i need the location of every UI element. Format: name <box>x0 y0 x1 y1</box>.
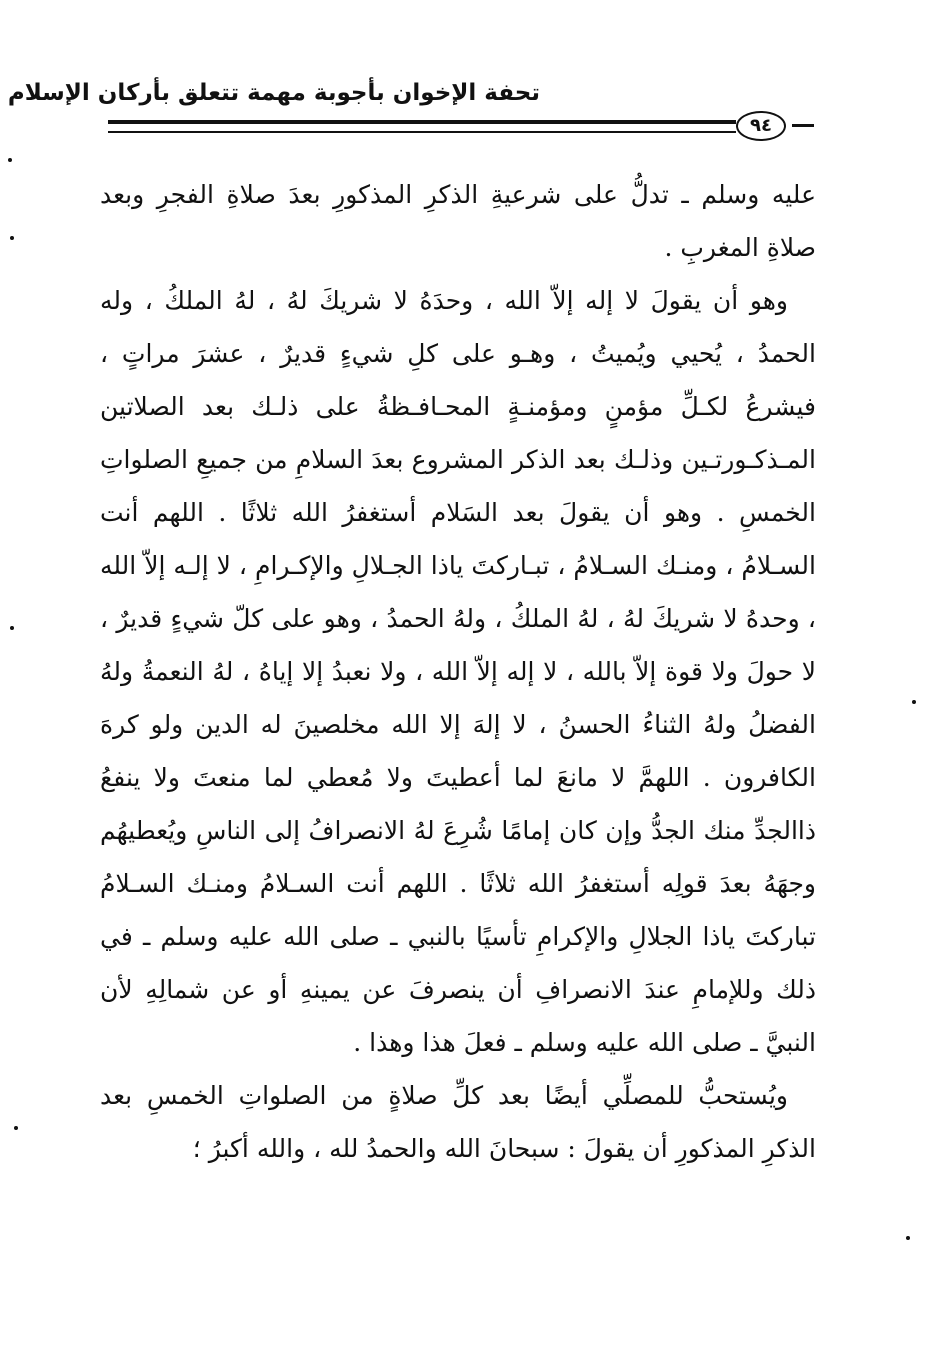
scan-margin-mark <box>10 626 14 630</box>
scan-margin-mark <box>912 700 916 704</box>
scan-margin-mark <box>906 1236 910 1240</box>
header-rule-thin <box>108 131 736 133</box>
header-rule-short <box>792 124 814 127</box>
scan-margin-mark <box>14 1126 18 1130</box>
running-title: تحفة الإخوان بأجوبة مهمة تتعلق بأركان الإسلام <box>7 80 540 106</box>
paragraph-continuation: عليه وسلم ـ تدلُّ على شرعيةِ الذكرِ المذكورِ بعدَ صلاةِ الفجرِ وبعد صلاةِ المغربِ . <box>100 180 817 262</box>
paragraph-dhikr: وهو أن يقولَ لا إله إلاّ الله ، وحدَهُ لا شريكَ لهُ ، لهُ الملكُ ، وله الحمدُ ، يُحيي ويُميتُ ، وهـو على كلِ شيءٍ قديرٌ ، عشرَ مراتٍ ، فيشرعُ لكـلِّ مؤمنٍ ومؤمنـةٍ المحـافـظةُ على ذلـك بعد الصلاتين المـذكـورتـين وذلـك بعد الذكر المشروع بعدَ السلامِ من جميعِ الصلواتِ الخمسِ . وهو أن يقولَ بعد السَلام أستغفرُ الله ثلاثًا . اللهم أنت السـلامُ ، ومنـك السـلامُ ، تبـاركتَ ياذا الجـلالِ والإكـرامِ ، لا إلـه إلاّ الله ، وحدهُ لا شريكَ لهُ ، لهُ الملكُ ، ولهُ الحمدُ ، وهو على كلّ شيءٍ قديرٌ ، لا حولَ ولا قوة إلاّ بالله ، لا إله إلاّ الله ، ولا نعبدُ إلا إياهُ ، لهُ النعمةُ ولهُ الفضلُ ولهُ الثناءُ الحسنُ ، لا إلهَ إلا الله مخلصينَ له الدين ولو كرهَ الكافرون . اللهمَّ لا مانعَ لما أعطيتَ ولا مُعطي لما منعتَ ولا ينفعُ ذاالجدِّ منك الجدُّ وإن كان إمامًا شُرِعَ لهُ الانصرافُ إلى الناسِ ويُعطيهُم وجهَهُ بعدَ قولِه أستغفرُ الله ثلاثًا . اللهم أنت السـلامُ ومنـك السـلامُ تباركتَ ياذا الجلالِ والإكرامِ تأسيًا بالنبي ـ صلى الله عليه وسلم ـ في ذلك وللإمامِ عندَ الانصرافِ أن ينصرفَ عن يمينهِ أو عن شمالِهِ لأن النبيَّ ـ صلى الله عليه وسلم ـ فعلَ هذا وهذا . <box>100 286 816 1057</box>
header-rule-thick <box>108 120 736 124</box>
body-text <box>100 168 816 1175</box>
scan-margin-mark <box>10 236 14 240</box>
page-number: ٩٤ <box>736 111 786 141</box>
scan-margin-mark <box>8 158 12 162</box>
paragraph-tasbih: ويُستحبُّ للمصلِّي أيضًا بعد كلِّ صلاةٍ من الصلواتِ الخمسِ بعد الذكرِ المذكورِ أن يقولَ : سبحانَ الله والحمدُ لله ، والله أكبرُ ؛ <box>100 1081 816 1163</box>
